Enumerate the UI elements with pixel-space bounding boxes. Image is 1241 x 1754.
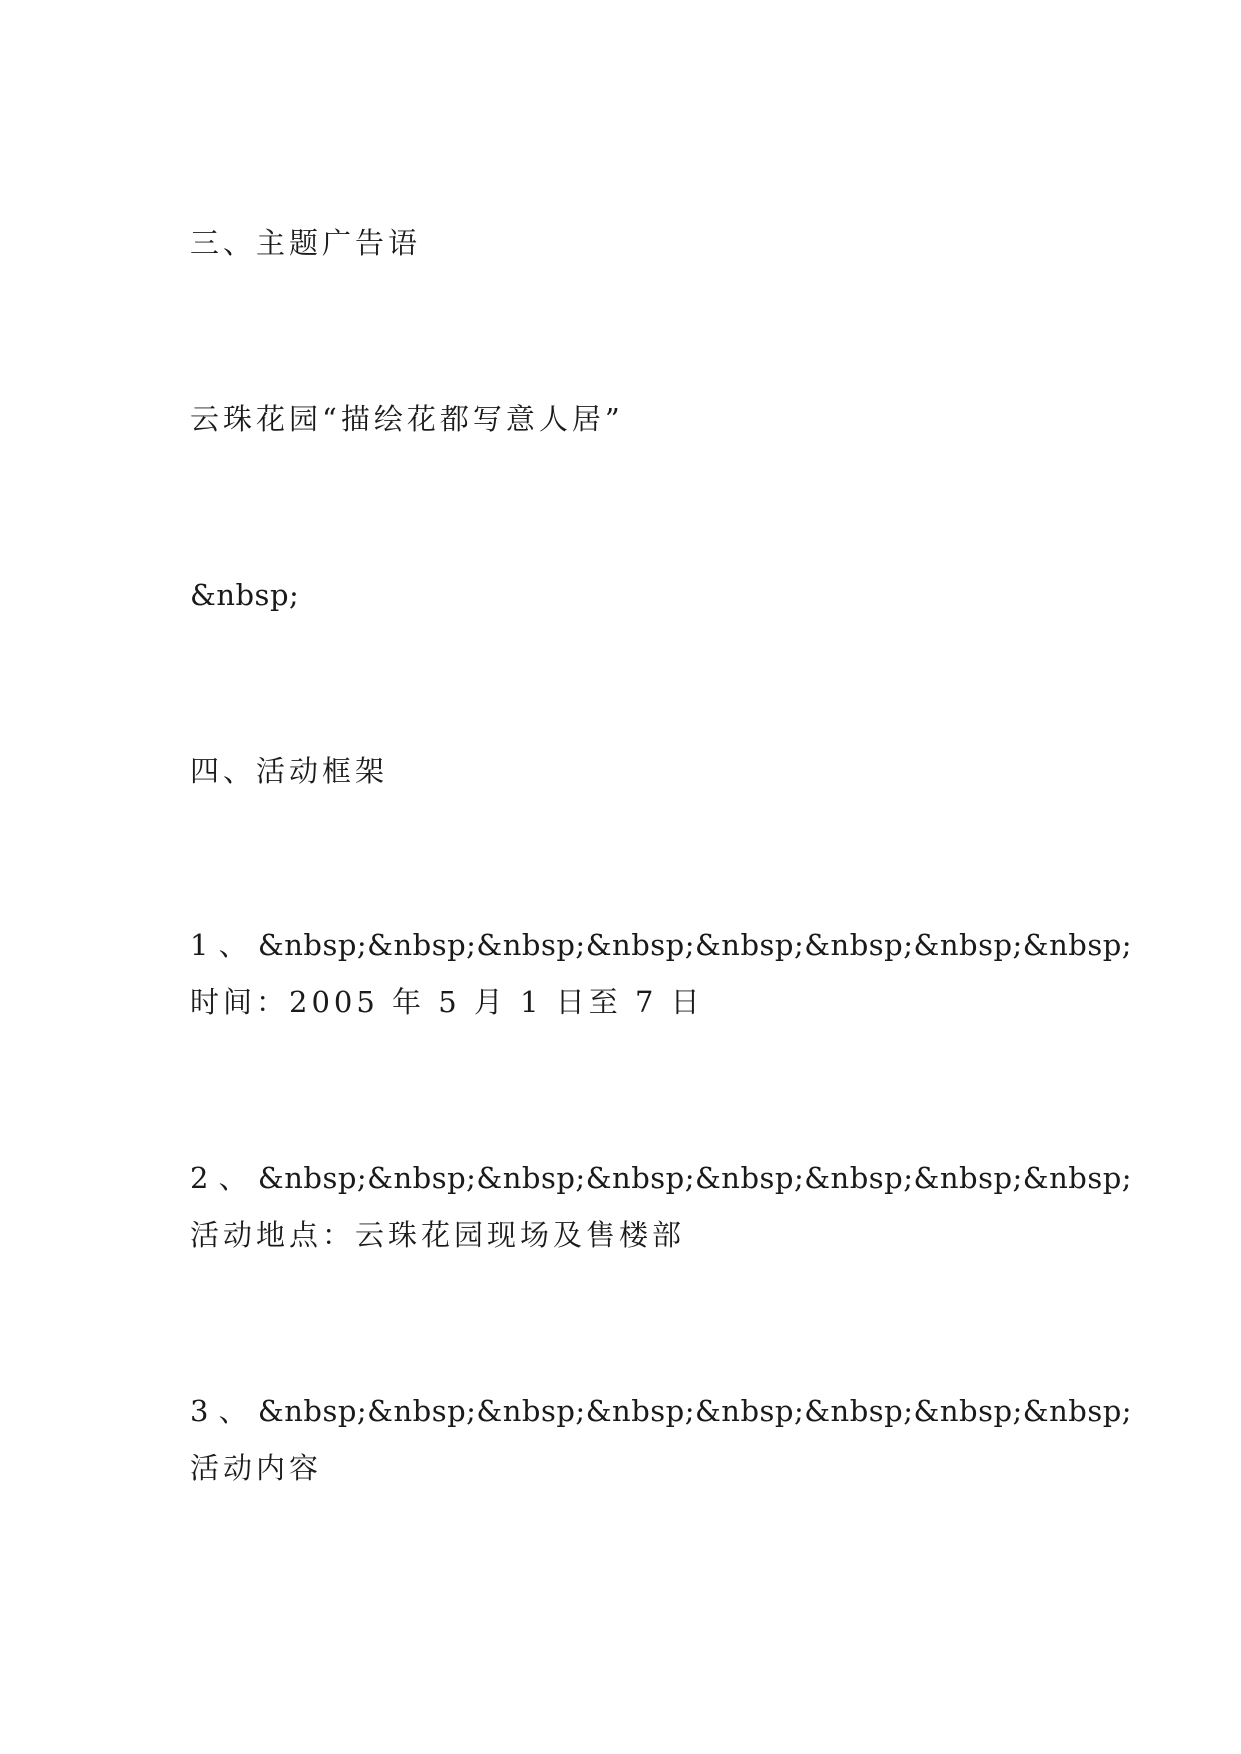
section-heading-4: 四、活动框架 [190,754,389,788]
list-item-2-text: 活动地点：云珠花园现场及售楼部 [190,1218,686,1252]
list-item-3-text: 活动内容 [190,1451,323,1485]
list-item-1-prefix: 1 、 &nbsp;&nbsp;&nbsp;&nbsp;&nbsp;&nbsp;&nbsp;&nbsp; [190,928,1133,962]
section-heading-3: 三、主题广告语 [190,226,422,260]
slogan-text: 云珠花园“描绘花都写意人居” [190,402,624,436]
list-item-3-prefix: 3 、 &nbsp;&nbsp;&nbsp;&nbsp;&nbsp;&nbsp;&nbsp;&nbsp; [190,1394,1133,1428]
list-item-1-text: 时间：2005 年 5 月 1 日至 7 日 [190,985,704,1019]
nbsp-line: &nbsp; [190,578,300,612]
list-item-2-prefix: 2 、 &nbsp;&nbsp;&nbsp;&nbsp;&nbsp;&nbsp;&nbsp;&nbsp; [190,1161,1133,1195]
